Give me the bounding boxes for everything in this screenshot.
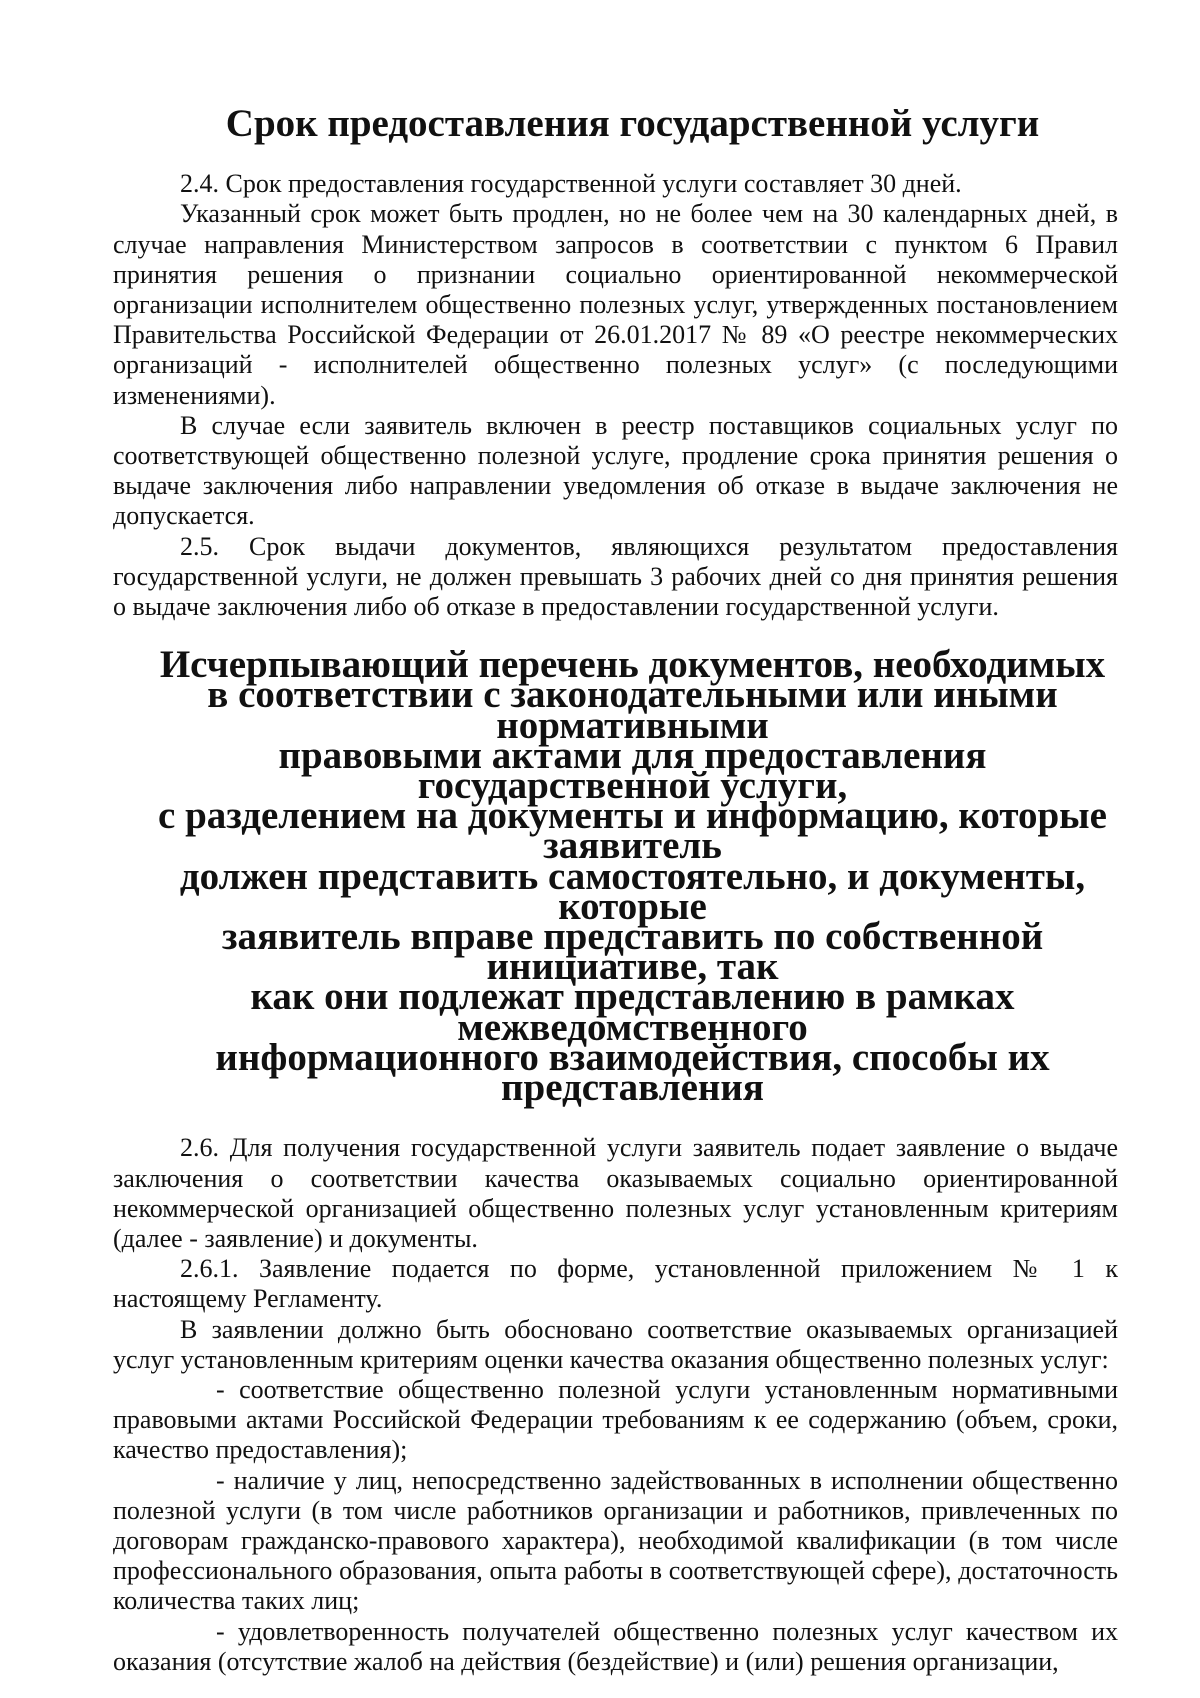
list-item: - удовлетворенность получателей общественно полезных услуг качеством их оказания (отсутствие жалоб на действия (бездействие) и (или) решения организации, xyxy=(113,1616,1118,1676)
section-heading-service-term: Срок предоставления государственной услуги xyxy=(225,102,1040,145)
heading-line: правовыми актами для предоставления государственной услуги, xyxy=(278,733,987,808)
paragraph-term-extension: Указанный срок может быть продлен, но не более чем на 30 календарных дней, в случае направления Министерством запросов в соответствии с пунктом 6 Правил принятия решения о признании социально ориентированной некоммерческой организации исполнителем общественно полезных услуг, утвержденных постановлением Правительства Российской Федерации от 26.01.2017 № 89 «О реестре некоммерческих организаций - исполнителей общественно полезных услуг» (с последующими изменениями). xyxy=(113,199,1118,410)
paragraph-2-4: 2.4. Срок предоставления государственной услуги составляет 30 дней. xyxy=(180,169,962,199)
paragraph-2-5: 2.5. Срок выдачи документов, являющихся результатом предоставления государственной услуги, не должен превышать 3 рабочих дней со дня принятия решения о выдаче заключения либо об отказе в предоставлении государственной услуги. xyxy=(113,531,1118,622)
paragraph-criteria-intro: В заявлении должно быть обосновано соответствие оказываемых организацией услуг установленным критериям оценки качества оказания общественно полезных услуг: xyxy=(113,1314,1118,1374)
section-heading-documents-list xyxy=(113,643,1118,1110)
heading-line: Исчерпывающий перечень документов, необходимых xyxy=(159,643,1106,687)
heading-line: как они подлежат представлению в рамках межведомственного xyxy=(250,975,1015,1049)
heading-line: заявитель вправе представить по собственной инициативе, так xyxy=(221,915,1044,989)
heading-line: должен представить самостоятельно, и документы, которые xyxy=(179,854,1086,928)
list-item: - соответствие общественно полезной услуги установленным нормативными правовыми актами Российской Федерации требованиям к ее содержанию (объем, сроки, качество предоставления); xyxy=(113,1374,1118,1465)
paragraph-registry-exception: В случае если заявитель включен в реестр поставщиков социальных услуг по соответствующей общественно полезной услуге, продление срока принятия решения о выдаче заключения либо направлении уведомления об отказе в выдаче заключения не допускается. xyxy=(113,410,1118,531)
paragraph-2-6-1: 2.6.1. Заявление подается по форме, установленной приложением № 1 к настоящему Регламенту. xyxy=(113,1254,1118,1314)
paragraph-2-6: 2.6. Для получения государственной услуги заявитель подает заявление о выдаче заключения о соответствии качества оказываемых социально ориентированной некоммерческой организацией общественно полезных услуг установленным критериям (далее - заявление) и документы. xyxy=(113,1133,1118,1253)
heading-line: информационного взаимодействия, способы их представления xyxy=(215,1035,1050,1110)
heading-line: с разделением на документы и информацию, которые заявитель xyxy=(158,794,1107,868)
heading-line: в соответствии с законодательными или иными нормативными xyxy=(207,673,1058,747)
list-item: - наличие у лиц, непосредственно задействованных в исполнении общественно полезной услуги (в том числе работников организации и работников, привлеченных по договорам гражданско-правового характера), необходимой квалификации (в том числе профессионального образования, опыта работы в соответствующей сфере), достаточность количества таких лиц; xyxy=(113,1465,1118,1616)
